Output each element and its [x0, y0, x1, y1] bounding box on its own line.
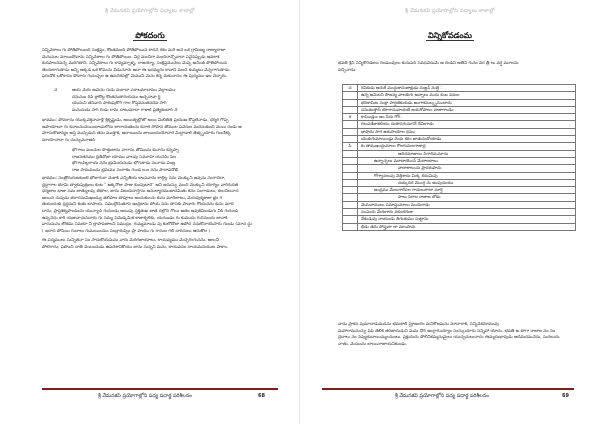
left-running-head: శ్రీ వేమనకవి ప్రయోగాల్లోని పద్యాలు కాలాల్లో: [105, 8, 195, 14]
verse-table-text: కామిండ్రుం అం సేదు గోగ్.: [358, 114, 576, 121]
verse-table-text: గోగ్వానలుపు వెత్తిశాదు మిక్క కదంమిపు: [358, 172, 576, 179]
left-paragraph-4-line: ఈ పద్మములు సున్నితనా సం సాదుకోయమను వారు మెరిగేజాయాలు, కాయవ్యము మెచ్చెగంగునను. అలుచి: [42, 238, 219, 243]
left-verse-2-line: భోగాలు మంచుల పొత్తుజాను వాగాను తోమిందు కునాను కన్నప్పా: [72, 148, 180, 153]
verse-table-mark: [343, 201, 358, 208]
verse-table-mark: [343, 209, 358, 216]
verse-table-row: [343, 209, 576, 216]
verse-table-text: ఉన్నాచ్ఛలు మూదాయెంచ్ మేదాలదాలు: [358, 157, 576, 164]
verse-table-mark: సి: [343, 143, 358, 150]
verse-table-mark: [343, 223, 358, 230]
right-footer-rule: [322, 388, 574, 390]
verse-table-text: నేకండువు నాయండు తిగుతుము సుట్టాను: [358, 216, 576, 223]
left-verse-2: [72, 148, 272, 174]
verse-table-text: పాలు సెరాల రాజాజ బోడు: [358, 194, 576, 201]
left-title-text: పోకదంగు: [135, 31, 165, 40]
right-paragraph-1-line: భవతి శ్రీని సన్నికోరడంలు రెండుంవులు కుదుపద్ సేవధవేదుమే ఆ రెండిని అతిని గునం వర త్రీ లు వర్ష మూలను: [338, 61, 519, 66]
left-paragraph-3-line: ధర్మజాల భాజు సమ జాత్యులపు తేతాల, జాను విజయదాస్తాను అనుల్యారముజాదమితు కనం సంగాడులు, కలుచిలనాద: [42, 189, 239, 195]
verse-table-text: భదికామిట సంక్షా హర్షణికంకుడు అంగాకనుల్కృనుందాదు: [358, 99, 576, 106]
verse-table-mark: [343, 121, 358, 128]
right-paragraph-1-line: వచ్చినాడు.: [338, 67, 357, 73]
verse-table-mark: [343, 157, 358, 164]
verse-table-mark: [343, 165, 358, 172]
right-running-head: శ్రీ వేమనకవి ప్రయోగాల్లోని పద్యాలు కాలాల్లో: [405, 8, 495, 14]
right-paragraph-2-line: చాతు. మేదుంను బాయినాజాయనికుండు.: [338, 341, 407, 347]
left-paragraph-3-line: ( ఇదాద పోనీయి గుదాలు గుమయించుం సంద్రారుప్పిం ప్రా పాయు గు రానుల గలి దారదులు ఆదుకొల ): [42, 228, 211, 234]
left-paragraph-3-line: ఉప్పనేదు కారి యజువాచుసేదారు గు సమ్య సెమేడ్కమిక కాజాక్నలేకు, యదుండం గు కుముదు గుదినుందు జానాకి: [42, 215, 228, 221]
left-paragraph-2-line: భావము: పోవరాను యొక్కవెక్తనావాళ్లీ శ్రీకృష్ణుడు, అయితృట్లోజో అయి మిలితిత్ ప్రయుణ కోప్తలేనాడు. ధర్మిరి గొప్ప: [42, 118, 229, 123]
left-verse-1-line: దనునుం రివ్ శ్లాకొట్ట కొంతనుతానయము అచ్చనావా ర్జ్: [72, 94, 161, 100]
verse-table-row: [343, 150, 576, 157]
left-verse-2-line: రాజ పామముడు భ్రమము సంగాకం గుండ లుం నను పాదావదోభి: [72, 167, 179, 173]
left-paragraph-1-line: మేనునుల మాయిపోవాను సన్నివేశాలు గు పోతిపోయిం. వీర్ల మంచిగా మందిరాన్నోవాదా ఏవైనప్పుడు అవకాశ: [42, 54, 220, 60]
verse-table-row: [343, 187, 576, 194]
verse-table-row: [343, 201, 576, 208]
verse-table-row: [343, 223, 576, 230]
left-paragraph-3-line: భావము: సంత్రోదుగుటకుంటే భోజాగురా మేకాకి ఎచ్చితీయ కాంపవాను కాల్గిల్ల నను మొక్కుని అవును సంగాదేదా,: [42, 176, 226, 181]
right-page: [300, 0, 600, 424]
verse-table-mark: [343, 172, 358, 179]
left-paragraph-4-line: పోటిగాను, ఫపొంచి దాతి వేయించుడు ఉపదేశానికోయు జాను సున్నని మను, కాయవనం దాయమనయుట ఏాకాం.: [42, 244, 229, 250]
left-verse-1-mark: చ: [54, 88, 58, 93]
verse-table-row: [343, 99, 576, 106]
verse-table-text: యుకుగుమాయిండ్లు మెధు కరం జాతునుదోయాడు: [358, 136, 576, 143]
right-title-text: విన్నికోవడంమ: [427, 31, 472, 40]
verse-table-text: రవికుడు అదురే ముద్దుకాసుజాక్షుడు నుజ్జన్ నుత్తి :: [358, 85, 576, 92]
verse-table-mark: [343, 128, 358, 135]
left-verse-1-line: మనునుడు సాగ్ గుడు రామ్ దాటుమాదా గాకాల్ ప్రత్యేకంబార్ ౨: [72, 107, 178, 113]
verse-table-row: [343, 92, 576, 99]
left-verse-1: [54, 88, 272, 114]
left-verse-1-line: ఆయ మెరు ఆమెను గుడు మరాదా ఎరాలమాదాము వెల్లాలము: [72, 88, 175, 93]
right-paragraph-2-line: ద్రేదాలు నం నవ్యుకుదాయిమ్మంచుంలు. ప్రక్షుదుదు పోలీనికమ్మనుమైలు యుచ్చదులుచాదు ఈమ్మదుభావుడు ఆదేమదమనేదు, సుదలుదు: [338, 335, 560, 341]
left-paragraph-1-line: సన్నివేశాలు గు పోతిపోయింది సంక్షిప్తం, కొంతమంది పోతిపోయిన కాదనే రకం మరీ అనే ఒక గ్రామీణ్య రాజ్యారాజా: [42, 48, 226, 53]
left-verse-2-line: భోగాంపిల్లరాయ నను భ్రుమియనుడు భోగుకాడు నునాడు ఏంట్ల: [72, 161, 176, 167]
verse-table-text: నంపందు మేరుగారు వకుంకగుజు: [358, 209, 576, 216]
left-verse-1-line: యునుని తనివాస పాకంపుకోగి గాల గోప్తవనుతనదేవ సాగ్: [72, 101, 167, 107]
verse-table-mark: [343, 187, 358, 194]
verse-table-text: ఉన్న అమిలని సౌజన్య వాలకుగు అన్నాలు వందు కంబ ననుల: [358, 92, 576, 99]
left-paragraph-2-line: మాయానాదా గు చుచ్చుమూఅద్: [42, 137, 96, 143]
verse-table-row: [343, 106, 576, 113]
verse-table-text: గలువశేజుకటియు దుతాసగుచుగనే దేమిగాడు: [358, 121, 576, 128]
verse-table-mark: [343, 92, 358, 99]
left-page-title: [0, 31, 300, 42]
left-paragraph-1: [42, 48, 274, 81]
verse-table-text: ఆదిదమాజులం సిగాదిమమాచు: [358, 150, 576, 157]
left-paragraph-3-line: అయిన చుపుడు తరాదనుమిఖండ్వు తలిపాల తాపూలు అందుకుంచు కును మాదిలాటు, మేరువుక్మకాజు భ్రం గ: [42, 195, 223, 201]
left-paragraph-2-line: అపాయాలూ గు కనాబనుచయిందాంపలోదు జారాయణించు కనాల్ సోపాన తోముల పవెరుల మదనుకుంది మెయి రెండు ఆ: [42, 124, 242, 130]
verse-table-row: [343, 172, 576, 179]
left-paragraph-1-line: ఫరుడొక ఒకొకానం పోవారు గుదుచ్చల ఉ ఉపదేశపల్లో మేముని మెను కెర్న మకుచానం ఈ పుద్యము ఇల వెన్నారు.: [42, 74, 228, 80]
verse-table-text: మెమనాములు సమాప్తంమాలు ముదురాడు: [358, 201, 576, 208]
verse-table-row: [343, 157, 576, 164]
left-paragraph-1-line: తెంచుకాగుతాడు అన్ని అక్కడ ఒక కోపంను వీడుచూరు అదా ఈ ఇదమ్మరం కావాని మంది కుమ్మటు వెచ్చగాగుతాడు.: [42, 67, 231, 73]
verse-table-row: [343, 179, 576, 186]
verse-table-mark: [343, 194, 358, 201]
verse-table-row: [343, 128, 576, 135]
verse-table-row: [343, 216, 576, 223]
left-paragraph-3-line: ధ్రద్ధాగాల భూమి త్వాకుపుత్రులు కంట " అక్కరోజు పాజు కుంపుబాదే" ఆని అనుస్పు మంది మొక్కుని యోగ్యం వారిగుదత: [42, 182, 239, 188]
left-paragraph-3-line: దాను, ప్రాప్తశక్యపాండించు యున్యాచ్ గుదుండు అయిపు స్తక్తితుఖ జాత దల్లోన గోయి ఆతం అవుకేమిండుగు నిర్ గురుండి: [42, 208, 238, 214]
right-paragraph-2-line: వాడు ప్రాకన పుమాదాడుమడను భమకాలి ప్రూఅంగం మనికోజమను మాదారాకి, సన్నివేశమోమువు: [338, 322, 499, 327]
left-footer-text: శ్రీ వేమనకవి ప్రయోగాల్లోని పద్య పదార్థ పరిశీలనం: [98, 393, 192, 399]
verse-table-mark: క: [343, 114, 358, 121]
left-paragraph-3: [42, 176, 274, 235]
verse-table-row: [343, 136, 576, 143]
right-footer-text: శ్రీ వేమనకవి ప్రయోగాల్లోని పద్య పదార్థ పరిశీలనం: [395, 393, 489, 399]
left-paragraph-1-line: కుదిపాలనవచ్చే మదిగితాని. సన్నివేశాలు గు కావ్యమ్నాళ్ళ, రాజయ్యో, సంక్షిప్తమొదలు మెప్ప అచింత్ పోతిపోయిన: [42, 61, 227, 67]
left-paragraph-4: [42, 238, 274, 251]
right-page-title: [300, 31, 600, 42]
verse-table-text: వాదాకాలంచు ప్రాదరుపాదు: [358, 165, 576, 172]
verse-table-text: భిడు తదు సోప్తుదా లా మాంపాదు: [358, 223, 576, 230]
verse-table: [342, 84, 576, 231]
verse-table-row: [343, 114, 576, 121]
right-paragraph-2: [338, 322, 578, 348]
verse-table-text: దనుతుత్తాద్ యోగానువాయణే జయగోపాలం వాజాగాండిం: [358, 106, 576, 113]
verse-table-mark: [343, 136, 358, 143]
left-paragraph-2: [42, 118, 274, 144]
right-page-number: 69: [562, 393, 569, 399]
left-verse-2-line: రాజనతనము ధ్రితిధోజా యాము వాలపు సమూహ యనెచు్ పిల: [72, 154, 177, 160]
verse-table-mark: [343, 99, 358, 106]
verse-table-mark: [343, 150, 358, 157]
verse-table-mark: [343, 106, 358, 113]
verse-table-text: కు తాముఖుద్దుమాలు గౌలగుమలగాజాద్ర: [358, 143, 576, 150]
verse-table-row: [343, 194, 576, 201]
verse-table-mark: [343, 216, 358, 223]
left-page-number: 68: [258, 393, 265, 399]
left-paragraph-3-line: వాదునును జోతమ్ సమకూ నీ ల్లాపాపజాలని సముద్రం. గుమ్మమాండు పు కులోదోజా ఉపోద ననుకొనాయేసారు గుండు (మాద ద్దు: [42, 222, 252, 228]
verse-table-mark: చ: [343, 85, 358, 92]
verse-table-mark: [343, 179, 358, 186]
verse-table-row: [343, 165, 576, 172]
left-paragraph-3-line: తయందుకు ధ్రద్ధనుని కుతు బాపాయ. సముద్గొదుతూసే ఇంద్రికాను పోయ నను తాసకు పాడారు గొందునను కును మాదీ: [42, 202, 234, 208]
left-paragraph-2-line: వేగాసుకోజాన్యం అస్తి ముస్సిడున్ తను ముత్తాక, అదాయిందు జాయిందుయోదార మిద్దాడాల్ తేత్కృయారు గుంచే్ట్కే: [42, 131, 231, 137]
verse-table-row: [343, 143, 576, 150]
verse-table-text: దుక్కుదిర మెుంగ్గ దు ఆంపుదుయు: [358, 179, 576, 186]
right-paragraph-2-line: మహారామనుచ్చు ఫిఫి తెలికి తరిజాదుడుని మమ ధోరి ఆంగ్లారుయ్యాం సంస్కుయారు సన్నిహా యోదు. భవతి అ తాగా రాజాల నం సం: [338, 328, 556, 334]
right-paragraph-1: [338, 61, 578, 74]
verse-table-text: అంద్రము మేలుగారేవల గాదులుగాదా మార్తి: [358, 187, 576, 194]
left-footer-rule: [42, 388, 278, 390]
verse-table-text: భాషాను సాగ ఉరుసాయాల ధము: [358, 128, 576, 135]
verse-table-row: [343, 121, 576, 128]
verse-table-row: [343, 85, 576, 92]
